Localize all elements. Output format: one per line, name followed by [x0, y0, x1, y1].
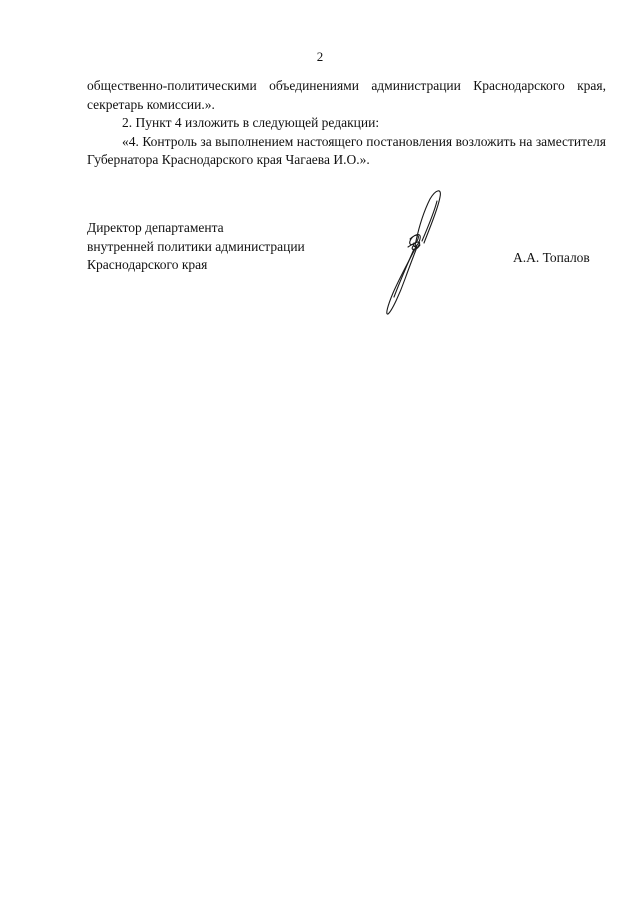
signer-position-line: Директор департамента — [87, 220, 224, 235]
paragraph-item-2: 2. Пункт 4 изложить в следующей редакции: — [122, 115, 380, 130]
paragraph-continuation: общественно-политическими объединениями администрации Краснодарского края, секретарь комиссии.». — [87, 78, 606, 112]
handwritten-signature — [370, 183, 460, 323]
document-body — [87, 77, 606, 170]
paragraph-item-4: «4. Контроль за выполнением настоящего постановления возложить на заместителя Губернатора Краснодарского края Чагаева И.О.». — [87, 133, 606, 167]
signer-position — [87, 219, 305, 275]
signer-name: А.А. Топалов — [513, 250, 590, 265]
signer-position-line: внутренней политики администрации — [87, 238, 305, 254]
signer-position-line: Краснодарского края — [87, 257, 208, 272]
page-number: 2 — [316, 49, 324, 64]
